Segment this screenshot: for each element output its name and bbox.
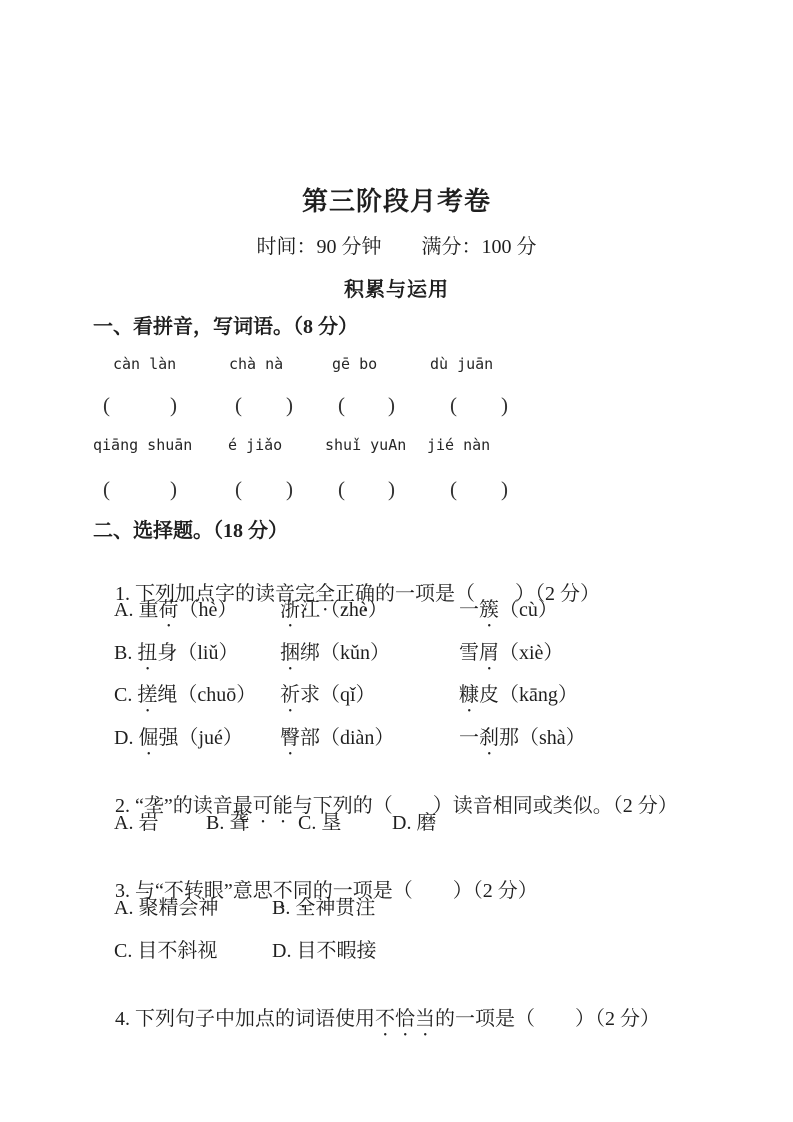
- question-1: [95, 555, 775, 605]
- pinyin-word: càn làn: [113, 355, 177, 373]
- q1-option-row-b: [0, 640, 793, 670]
- q1-option-a-word3: [459, 597, 558, 632]
- answer-blank: [338, 477, 395, 502]
- paren-close: ): [170, 393, 177, 417]
- pinyin-word: é jiǎo: [228, 436, 283, 454]
- q3-option-a: A. 聚精会神: [114, 897, 219, 919]
- q4-text-emphasized: 不恰当: [375, 1008, 435, 1030]
- section1-heading: 一、看拼音，写词语。（8 分）: [93, 316, 358, 338]
- pinyin-word: gē bo: [332, 355, 378, 373]
- q1-option-b-word2: [280, 640, 390, 675]
- q2-text-emphasized: 最可能: [232, 795, 293, 817]
- dotted-char: 搓: [137, 684, 158, 706]
- q3-option-d: D. 目不暇接: [272, 940, 377, 962]
- option-text: 那（shà）: [499, 727, 586, 749]
- q3-text-pre: 3. 与“不转眼”意思: [115, 880, 273, 902]
- q3-text-emphasized: 不同: [272, 880, 313, 902]
- option-text: 一: [459, 727, 479, 749]
- paren-close: ): [501, 393, 508, 417]
- q1-text-pre: 1. 下列加点字的读音: [115, 583, 295, 605]
- dotted-char: 扭: [137, 642, 158, 664]
- page-title: 第三阶段月考卷: [301, 187, 491, 216]
- option-text: 绑（kǔn）: [300, 642, 390, 664]
- pinyin-word: shuǐ yuAn: [325, 436, 407, 454]
- paren-open: (: [450, 393, 457, 417]
- q1-option-c-word2: [280, 682, 376, 717]
- q1-option-b-word3: [459, 640, 563, 675]
- q4-text-post: 的一项是（ ）（2 分）: [435, 1008, 660, 1030]
- option-text: 江（zhè）: [300, 599, 388, 621]
- q1-option-c-word3: [459, 682, 578, 717]
- option-text: （xiè）: [499, 642, 564, 664]
- exam-full-score: 满分：100 分: [421, 236, 537, 258]
- q1-text-emphasized: 完全正确: [295, 583, 375, 605]
- q1-option-row-d: [0, 725, 793, 755]
- option-text: A. 重: [114, 599, 159, 621]
- dotted-char: 荷: [158, 599, 179, 621]
- q1-option-row-c: [0, 682, 793, 712]
- paren-close: ): [388, 477, 395, 501]
- dotted-char: 臀: [280, 727, 300, 749]
- option-text: 身（liǔ）: [157, 642, 239, 664]
- q1-option-row-a: [0, 597, 793, 627]
- answer-blank: [450, 393, 508, 418]
- pinyin-word: qiāng shuān: [93, 436, 193, 454]
- option-text: 求（qǐ）: [300, 684, 376, 706]
- dotted-char: 祈: [280, 684, 300, 706]
- paren-close: ): [388, 393, 395, 417]
- paren-open: (: [235, 393, 242, 417]
- dotted-char: 糠: [459, 684, 479, 706]
- q3-option-c: C. 目不斜视: [114, 940, 218, 962]
- paren-open: (: [338, 477, 345, 501]
- answer-blank: [103, 393, 177, 418]
- option-text: （hè）: [178, 599, 238, 621]
- question-2: [95, 767, 775, 817]
- option-text: C.: [114, 684, 138, 706]
- option-text: 强（jué）: [158, 727, 243, 749]
- paren-open: (: [103, 393, 110, 417]
- paren-open: (: [338, 393, 345, 417]
- paren-close: ): [501, 477, 508, 501]
- q1-option-b: [114, 640, 238, 675]
- q1-option-d-word3: [459, 725, 586, 760]
- dotted-char: 刹: [479, 727, 499, 749]
- section2-heading: 二、选择题。（18 分）: [93, 520, 288, 542]
- q2-text-post: 与下列的（ ）读音相同或类似。（2 分）: [292, 795, 678, 817]
- q1-option-a: [114, 597, 237, 632]
- dotted-char: 捆: [280, 642, 300, 664]
- option-text: B.: [114, 642, 138, 664]
- option-text: D.: [114, 727, 139, 749]
- q3-text-post: 的一项是（ ）（2 分）: [312, 880, 538, 902]
- answer-blank: [450, 477, 508, 502]
- exam-meta: [0, 230, 793, 259]
- option-text: 部（diàn）: [300, 727, 395, 749]
- option-text: 一: [459, 599, 479, 621]
- q2-option-d: D. 磨: [392, 812, 437, 834]
- q2-text-pre: 2. “垄”的读音: [115, 795, 233, 817]
- q3-option-row-1: [0, 895, 793, 925]
- paren-open: (: [450, 477, 457, 501]
- q2-option-row: [0, 810, 793, 840]
- paren-close: ): [286, 393, 293, 417]
- answer-blank: [338, 393, 395, 418]
- q1-option-c: [114, 682, 256, 717]
- paren-close: ): [286, 477, 293, 501]
- q3-option-b: B. 全神贯注: [272, 897, 376, 919]
- dotted-char: 屑: [479, 642, 499, 664]
- question-4: [95, 980, 775, 1030]
- paren-open: (: [235, 477, 242, 501]
- q3-option-row-2: [0, 938, 793, 968]
- q1-option-d-word2: [280, 725, 394, 760]
- pinyin-word: dù juān: [430, 355, 494, 373]
- paren-open: (: [103, 477, 110, 501]
- question-3: [95, 852, 775, 902]
- q1-option-a-word2: [280, 597, 388, 632]
- paren-close: ): [170, 477, 177, 501]
- pinyin-word: chà nà: [229, 355, 284, 373]
- option-text: （cù）: [499, 599, 558, 621]
- pinyin-word: jié nàn: [427, 436, 491, 454]
- q2-option-b: B. 聋: [206, 812, 250, 834]
- dotted-char: 倔: [138, 727, 159, 749]
- q4-text-pre: 4. 下列句子中加点的词语使用: [115, 1008, 375, 1030]
- answer-blank: [103, 477, 177, 502]
- q2-option-c: C. 垦: [298, 812, 342, 834]
- exam-time: 时间：90 分钟: [256, 236, 382, 258]
- answer-blank: [235, 477, 293, 502]
- q1-text-post: 的一项是（ ）（2 分）: [375, 583, 600, 605]
- part-header: 积累与运用: [344, 279, 449, 301]
- option-text: 绳（chuō）: [157, 684, 257, 706]
- q2-option-a: A. 岩: [114, 812, 159, 834]
- dotted-char: 簇: [479, 599, 499, 621]
- dotted-char: 浙: [280, 599, 300, 621]
- answer-blank: [235, 393, 293, 418]
- q1-option-d: [114, 725, 243, 760]
- option-text: 皮（kāng）: [479, 684, 578, 706]
- option-text: 雪: [459, 642, 479, 664]
